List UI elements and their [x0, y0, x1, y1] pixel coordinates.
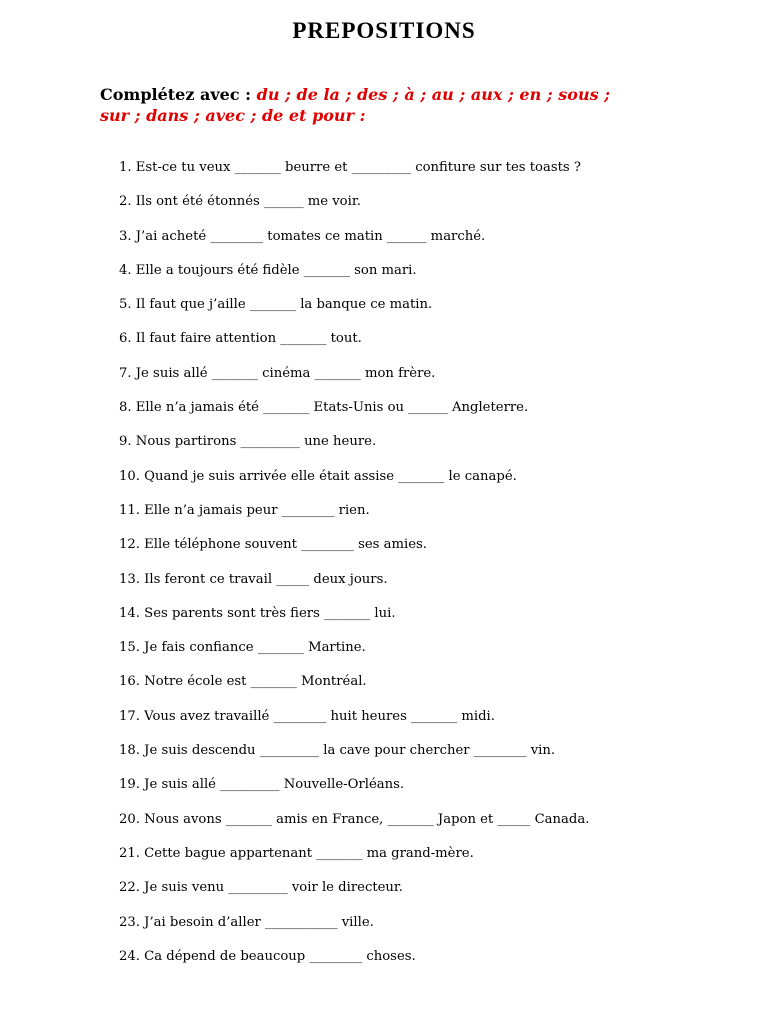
exercise-item: 10. Quand je suis arrivée elle était assise _______ le canapé.	[119, 468, 517, 484]
exercise-item: 12. Elle téléphone souvent ________ ses amies.	[119, 537, 427, 553]
exercise-item: 5. Il faut que j’aille _______ la banque ce matin.	[119, 297, 433, 313]
exercise-item: 1. Est-ce tu veux _______ beurre et _________ confiture sur tes toasts ?	[119, 160, 581, 175]
exercise-item: 11. Elle n’a jamais peur ________ rien.	[119, 502, 370, 518]
exercise-item: 22. Je suis venu _________ voir le directeur.	[119, 880, 403, 896]
exercise-item: 14. Ses parents sont très fiers _______ lui.	[119, 605, 396, 621]
exercise-item: 9. Nous partirons _________ une heure.	[119, 434, 377, 450]
exercise-item: 2. Ils ont été étonnés ______ me voir.	[119, 194, 361, 210]
exercise-item: 17. Vous avez travaillé ________ huit heures _______ midi.	[119, 708, 495, 724]
instructions-words-line2: sur ; dans ; avec ; de et pour :	[100, 106, 366, 125]
instructions	[100, 84, 680, 126]
exercise-item: 13. Ils feront ce travail _____ deux jours.	[119, 571, 388, 587]
exercise-item: 19. Je suis allé _________ Nouvelle-Orléans.	[119, 777, 405, 793]
exercise-list	[119, 158, 739, 981]
exercise-item: 15. Je fais confiance _______ Martine.	[119, 640, 366, 656]
exercise-item: 7. Je suis allé _______ cinéma _______ mon frère.	[119, 365, 436, 381]
page-title: PREPOSITIONS	[292, 18, 476, 43]
exercise-item: 21. Cette bague appartenant _______ ma grand-mère.	[119, 845, 474, 861]
exercise-item: 16. Notre école est _______ Montréal.	[119, 674, 367, 690]
exercise-item: 23. J’ai besoin d’aller ___________ ville.	[119, 914, 374, 930]
exercise-item: 20. Nous avons _______ amis en France, _______ Japon et _____ Canada.	[119, 811, 590, 827]
exercise-item: 3. J’ai acheté ________ tomates ce matin ______ marché.	[119, 228, 486, 244]
exercise-item: 8. Elle n’a jamais été _______ Etats-Unis ou ______ Angleterre.	[119, 400, 529, 416]
instructions-label: Complétez avec :	[100, 85, 252, 104]
exercise-item: 4. Elle a toujours été fidèle _______ son mari.	[119, 262, 417, 278]
instructions-words-line1: du ; de la ; des ; à ; au ; aux ; en ; sous ;	[256, 85, 611, 104]
exercise-item: 24. Ca dépend de beaucoup ________ choses.	[119, 948, 416, 964]
exercise-item: 18. Je suis descendu _________ la cave pour chercher ________ vin.	[119, 743, 556, 759]
exercise-item: 6. Il faut faire attention _______ tout.	[119, 331, 362, 347]
